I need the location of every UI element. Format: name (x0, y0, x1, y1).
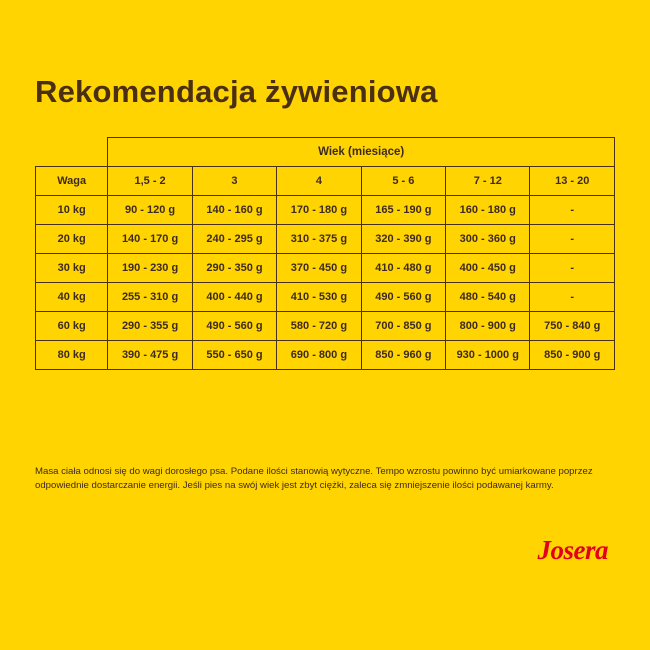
column-header-age-4: 5 - 6 (361, 167, 445, 196)
table-cell: 300 - 360 g (446, 225, 530, 254)
row-weight-label: 10 kg (36, 196, 108, 225)
row-weight-label: 20 kg (36, 225, 108, 254)
table-cell: 165 - 190 g (361, 196, 445, 225)
table-cell: 240 - 295 g (192, 225, 276, 254)
row-weight-label: 80 kg (36, 341, 108, 370)
age-group-header: Wiek (miesiące) (108, 138, 615, 167)
table-cell: 190 - 230 g (108, 254, 192, 283)
column-header-weight: Waga (36, 167, 108, 196)
table-body (36, 196, 615, 370)
table-cell: 490 - 560 g (361, 283, 445, 312)
table-cell: 170 - 180 g (277, 196, 361, 225)
footnote-text: Masa ciała odnosi się do wagi dorosłego psa. Podane ilości stanowią wytyczne. Tempo wzrostu powinno być umiarkowane poprzez odpowiednie dostarczanie energii. Jeśli pies na swój wiek jest zbyt ciężki, zaleca się zmniejszenie ilości podawanej karmy. (35, 465, 593, 492)
table-row (36, 283, 615, 312)
table-cell: 370 - 450 g (277, 254, 361, 283)
table-cell: 580 - 720 g (277, 312, 361, 341)
row-weight-label: 30 kg (36, 254, 108, 283)
table-cell: 800 - 900 g (446, 312, 530, 341)
table-cell: 550 - 650 g (192, 341, 276, 370)
table-column-header-row (36, 167, 615, 196)
table-cell: - (530, 254, 615, 283)
table-cell: 930 - 1000 g (446, 341, 530, 370)
table-corner-cell (36, 138, 108, 167)
table-cell: 690 - 800 g (277, 341, 361, 370)
table-cell: 140 - 160 g (192, 196, 276, 225)
table-cell: 290 - 350 g (192, 254, 276, 283)
table-row (36, 225, 615, 254)
table-group-header-row (36, 138, 615, 167)
table-cell: 320 - 390 g (361, 225, 445, 254)
table-cell: 140 - 170 g (108, 225, 192, 254)
table-cell: 400 - 450 g (446, 254, 530, 283)
table-cell: 410 - 480 g (361, 254, 445, 283)
table-cell: - (530, 283, 615, 312)
table-cell: 700 - 850 g (361, 312, 445, 341)
table-cell: 850 - 960 g (361, 341, 445, 370)
column-header-age-2: 3 (192, 167, 276, 196)
table-cell: 850 - 900 g (530, 341, 615, 370)
row-weight-label: 60 kg (36, 312, 108, 341)
table-cell: - (530, 225, 615, 254)
table-cell: 400 - 440 g (192, 283, 276, 312)
table-cell: 290 - 355 g (108, 312, 192, 341)
column-header-age-6: 13 - 20 (530, 167, 615, 196)
table-head (36, 138, 615, 196)
table-cell: 490 - 560 g (192, 312, 276, 341)
column-header-age-3: 4 (277, 167, 361, 196)
page-title: Rekomendacja żywieniowa (35, 74, 438, 109)
josera-logo: Josera (537, 535, 608, 565)
table-cell: 390 - 475 g (108, 341, 192, 370)
table-cell: 480 - 540 g (446, 283, 530, 312)
table-cell: - (530, 196, 615, 225)
table-row (36, 312, 615, 341)
column-header-age-1: 1,5 - 2 (108, 167, 192, 196)
table-cell: 750 - 840 g (530, 312, 615, 341)
table-cell: 160 - 180 g (446, 196, 530, 225)
feeding-table (35, 137, 615, 370)
table-row (36, 254, 615, 283)
table-cell: 255 - 310 g (108, 283, 192, 312)
column-header-age-5: 7 - 12 (446, 167, 530, 196)
table-cell: 90 - 120 g (108, 196, 192, 225)
table-cell: 410 - 530 g (277, 283, 361, 312)
table-cell: 310 - 375 g (277, 225, 361, 254)
table-row (36, 196, 615, 225)
table-row (36, 341, 615, 370)
row-weight-label: 40 kg (36, 283, 108, 312)
